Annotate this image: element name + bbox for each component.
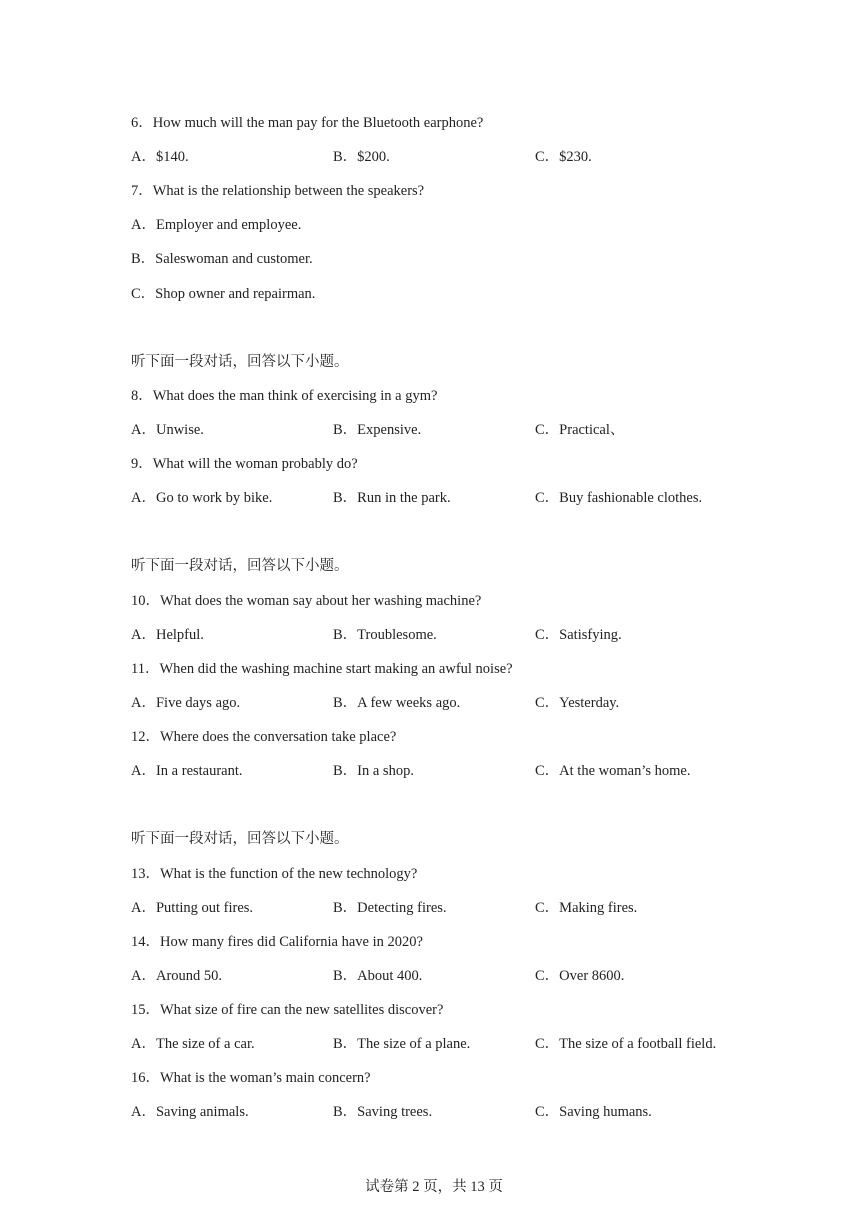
question-11: 11．When did the washing machine start making an awful noise? [131, 661, 513, 677]
question-9-option-c: C．Buy fashionable clothes. [535, 490, 703, 506]
question-6-option-c: C．$230. [535, 149, 592, 165]
question-10-option-b: B．Troublesome. [333, 627, 437, 643]
question-14-option-c: C．Over 8600. [535, 968, 625, 984]
question-7-option-b: B．Saleswoman and customer. [131, 251, 313, 267]
question-6-option-b: B．$200. [333, 149, 390, 165]
question-8: 8．What does the man think of exercising in a gym? [131, 388, 438, 404]
question-16: 16．What is the woman’s main concern? [131, 1070, 371, 1086]
question-13-option-b: B．Detecting fires. [333, 900, 447, 916]
question-11-option-a: A．Five days ago. [131, 695, 241, 711]
question-10-option-c: C．Satisfying. [535, 627, 622, 643]
question-12: 12．Where does the conversation take place? [131, 729, 397, 745]
question-16-option-c: C．Saving humans. [535, 1104, 652, 1120]
question-13-option-c: C．Making fires. [535, 900, 638, 916]
question-10-option-a: A．Helpful. [131, 627, 204, 643]
question-12-option-b: B．In a shop. [333, 763, 414, 779]
question-8-option-b: B．Expensive. [333, 422, 422, 438]
section-intro: 听下面一段对话，回答以下小题。 [131, 831, 349, 847]
question-8-option-a: A．Unwise. [131, 422, 204, 438]
section-intro: 听下面一段对话，回答以下小题。 [131, 558, 349, 574]
question-7-option-a: A．Employer and employee. [131, 217, 302, 233]
question-9: 9．What will the woman probably do? [131, 456, 358, 472]
question-8-option-c: C．Practical、 [535, 422, 625, 438]
question-16-option-a: A．Saving animals. [131, 1104, 249, 1120]
question-16-option-b: B．Saving trees. [333, 1104, 433, 1120]
question-12-option-a: A．In a restaurant. [131, 763, 243, 779]
question-14: 14．How many fires did California have in 2020? [131, 934, 423, 950]
question-7: 7．What is the relationship between the speakers? [131, 183, 425, 199]
question-15-option-a: A．The size of a car. [131, 1036, 255, 1052]
question-15-option-b: B．The size of a plane. [333, 1036, 471, 1052]
question-11-option-c: C．Yesterday. [535, 695, 620, 711]
question-13: 13．What is the function of the new technology? [131, 866, 418, 882]
question-11-option-b: B．A few weeks ago. [333, 695, 461, 711]
question-9-option-a: A．Go to work by bike. [131, 490, 273, 506]
question-9-option-b: B．Run in the park. [333, 490, 451, 506]
question-14-option-a: A．Around 50. [131, 968, 223, 984]
question-10: 10．What does the woman say about her washing machine? [131, 593, 482, 609]
question-12-option-c: C．At the woman’s home. [535, 763, 691, 779]
question-15-option-c: C．The size of a football field. [535, 1036, 717, 1052]
question-6: 6．How much will the man pay for the Bluetooth earphone? [131, 115, 484, 131]
question-13-option-a: A．Putting out fires. [131, 900, 254, 916]
question-15: 15．What size of fire can the new satellites discover? [131, 1002, 444, 1018]
section-intro: 听下面一段对话，回答以下小题。 [131, 354, 349, 370]
question-6-option-a: A．$140. [131, 149, 189, 165]
question-7-option-c: C．Shop owner and repairman. [131, 286, 316, 302]
question-14-option-b: B．About 400. [333, 968, 423, 984]
page-footer: 试卷第 2 页，共 13 页 [365, 1179, 503, 1195]
